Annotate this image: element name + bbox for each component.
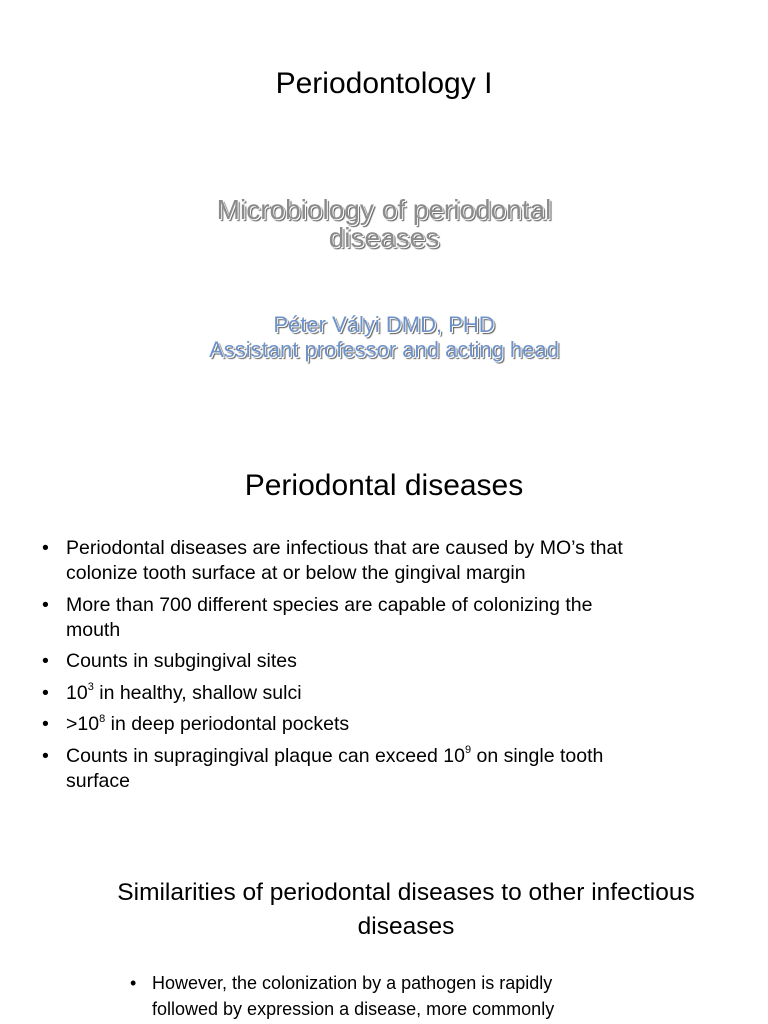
bullet-text: Counts in supragingival plaque can exceed 10 xyxy=(66,744,465,767)
bullet-text-line: Periodontal diseases are infectious that are caused by MO’s that xyxy=(66,537,623,559)
bullet-icon: • xyxy=(42,713,49,735)
bullet-text-line: colonize tooth surface at or below the gingival margin xyxy=(66,562,526,584)
slide1-subtitle xyxy=(184,196,584,252)
bullet-icon: • xyxy=(42,681,49,704)
list-item xyxy=(40,536,700,586)
bullet-text-line xyxy=(66,681,700,706)
slide1-subtitle-line1: Microbiology of periodontal xyxy=(216,194,552,225)
exponent: 8 xyxy=(99,712,106,725)
bullet-text-line: Counts in subgingival sites xyxy=(66,650,297,672)
bullet-text-line: However, the colonization by a pathogen is rapidly xyxy=(152,973,553,993)
bullet-text: in healthy, shallow sulci xyxy=(93,681,302,704)
list-item xyxy=(40,744,700,794)
bullet-text-line: More than 700 different species are capable of colonizing the xyxy=(66,593,593,616)
bullet-text-line: mouth xyxy=(66,618,121,641)
exponent: 3 xyxy=(87,681,94,693)
slide1-author-name: Péter Vályi DMD, PHD xyxy=(273,312,495,337)
bullet-text-line xyxy=(66,744,700,769)
bullet-text: in deep periodontal pockets xyxy=(105,713,350,735)
slide3-bullet-list xyxy=(128,970,648,1022)
slide3-title-line2: diseases xyxy=(357,913,455,940)
bullet-text: >10 xyxy=(66,713,100,735)
bullet-icon: • xyxy=(130,973,137,993)
exponent: 9 xyxy=(464,744,472,756)
bullet-text-line: surface xyxy=(66,769,130,792)
slide3-title xyxy=(80,876,732,944)
bullet-text-line xyxy=(66,712,700,737)
list-item xyxy=(40,681,700,706)
bullet-icon: • xyxy=(42,593,49,616)
bullet-icon: • xyxy=(42,537,49,559)
list-item xyxy=(128,970,648,1022)
slide2-bullet-list xyxy=(40,536,700,800)
slide1-subtitle-line2: diseases xyxy=(328,222,440,253)
slide2-title: Periodontal diseases xyxy=(244,469,524,502)
list-item xyxy=(40,593,700,643)
slide1-author xyxy=(150,312,618,362)
list-item xyxy=(40,712,700,737)
bullet-text-line: followed by expression a disease, more commonly xyxy=(152,999,555,1019)
bullet-text: on single tooth xyxy=(471,744,604,767)
slide3-title-line1: Similarities of periodontal diseases to other infectious xyxy=(117,879,695,906)
list-item xyxy=(40,649,700,674)
bullet-text: 10 xyxy=(66,681,88,704)
slide1-title: Periodontology I xyxy=(275,67,493,100)
bullet-icon: • xyxy=(42,744,49,767)
slide1-author-position: Assistant professor and acting head xyxy=(209,337,559,362)
bullet-icon: • xyxy=(42,650,49,672)
